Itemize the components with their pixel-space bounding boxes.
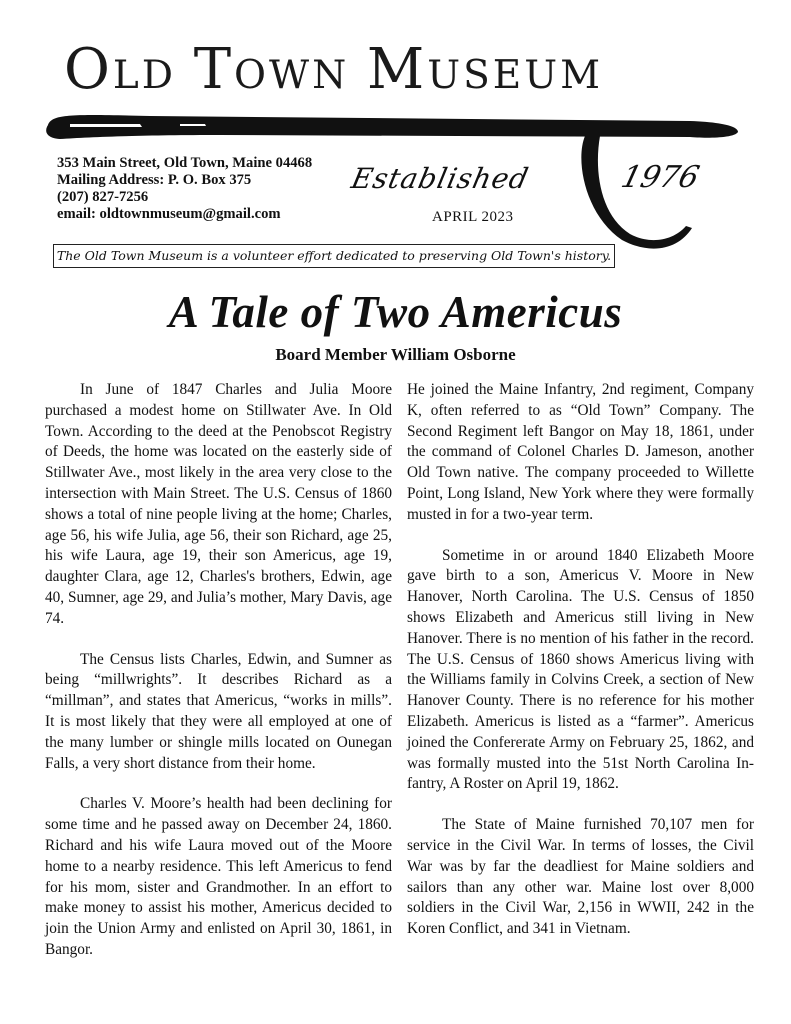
established-year: 1976 — [617, 160, 703, 195]
issue-date: APRIL 2023 — [432, 209, 514, 225]
paragraph: The Census lists Charles, Edwin, and Sumner as being “millwrights”. It describes Richard as a “millman”, and states that Americus, “works in mills”. It is most likely that they were all employed at one of the many lumber or shingle mills located on Ounegan Falls, a very short distance from their home. — [45, 650, 392, 772]
street-address: 353 Main Street, Old Town, Maine 04468 — [57, 155, 313, 171]
article-title: A Tale of Two Americus — [168, 287, 623, 337]
mission-tagline: The Old Town Museum is a volunteer effort dedicated to preserving Old Town's history. — [53, 244, 615, 268]
paragraph: In June of 1847 Charles and Julia Moore purchased a modest home on Stillwater Ave. In Old Town. According to the deed at the Penobscot Registry of Deeds, the home was located on the easterly side of Stillwater Ave., most likely in the area very close to the intersection with Main Street. The U.S. Census of 1860 shows a total of nine people living at the home; Charles, age 56, his wife Julia, age 56, their son Richard, age 25, his wife Laura, age 19, their son Americus, age 19, daughter Clara, age 12, Charles's brothers, Edwin, age 40, Sumner, age 29, and Julia’s mother, Mary Davis, age 74. — [45, 381, 392, 627]
phone-number: (207) 827-7256 — [57, 189, 149, 205]
established-label: Established — [348, 162, 532, 195]
masthead-word-town: Town — [193, 37, 350, 102]
paragraph: Sometime in or around 1840 Elizabeth Moore gave birth to a son, Americus V. Moore in New Hanover, North Carolina. The U.S. Census of 1850 shows Elizabeth and Americus still living in New Hanover. There is no mention of his father in the record. The U.S. Census of 1860 shows Americus living with the Williams family in Colvins Creek, a section of New Hanover County. There is no reference for his mother Elizabeth. Americus is listed as a “farmer”. Americus joined the Confererate Army on February 25, 1862, and was formally musted into the 51st North Carolina Infantry, A Roster on April 19, 1862. — [407, 546, 754, 793]
pole-shaft — [46, 115, 738, 139]
article-byline: Board Member William Osborne — [275, 345, 516, 364]
masthead-word-museum: Museum — [366, 37, 604, 102]
paragraph: He joined the Maine Infantry, 2nd regiment, Company K, often referred to as “Old Town” Company. The Second Regiment left Bangor on May 18, 1861, under the command of Colonel Charles D. Jameson, another Old Town native. The company proceeded to Willette Point, Long Island, New York where they were formally musted in for a two-year term. — [407, 381, 754, 523]
article-column-right — [407, 380, 754, 960]
paragraph: Charles V. Moore’s health had been declining for some time and he passed away on December 24, 1860. Richard and his wife Laura moved out of the Moore home to a nearby residence. This left Americus to fend for his mom, sister and Grandmother. In an effort to make money to assist his mother, Americus decided to join the Union Army and enlisted on April 30, 1861, in Bangor. — [45, 795, 392, 958]
masthead-word-old: Old — [64, 37, 177, 102]
mailing-address: Mailing Address: P. O. Box 375 — [57, 172, 252, 188]
paragraph: The State of Maine furnished 70,107 men for service in the Civil War. In terms of losses, the Civil War was by far the deadliest for Maine soldiers and sailors than any other war. Maine lost over 8,000 soldiers in the Civil War, 2,156 in WWII, 242 in the Koren Conflict, and 341 in Vietnam. — [407, 816, 754, 938]
email-address: email: oldtownmuseum@gmail.com — [57, 206, 281, 222]
contact-block — [57, 155, 312, 223]
article-column-left — [45, 380, 392, 981]
